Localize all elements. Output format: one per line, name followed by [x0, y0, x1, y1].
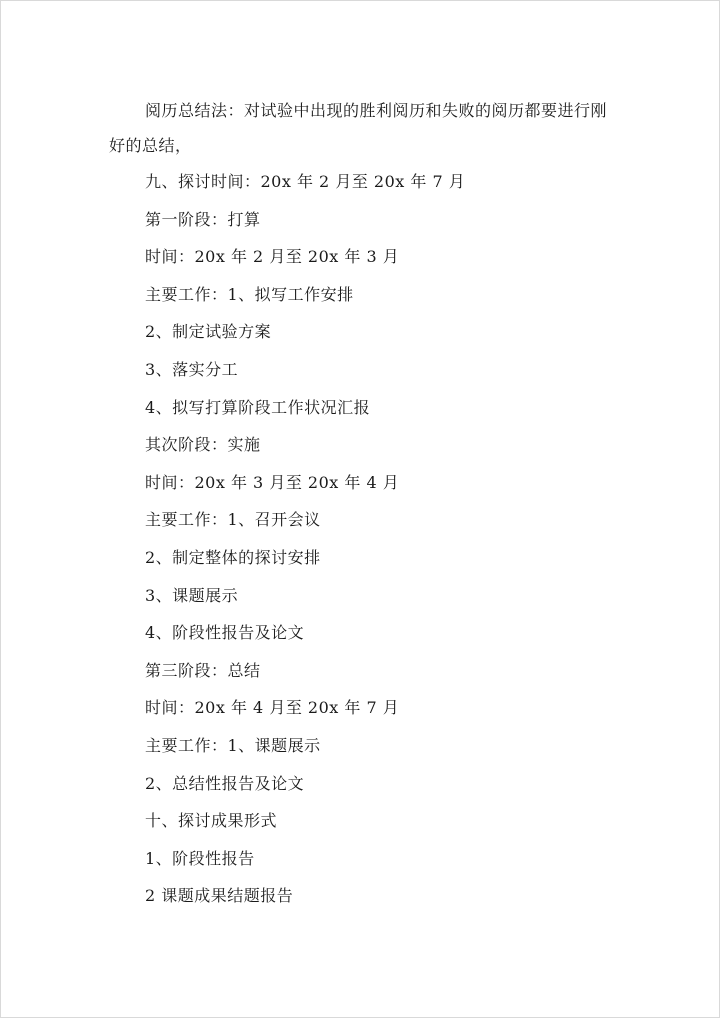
stage-3-heading: 第三阶段：总结	[145, 660, 261, 680]
section-10-results-form: 十、探讨成果形式	[145, 811, 278, 831]
stage-1-task-4: 4、拟写打算阶段工作状况汇报	[145, 397, 371, 417]
stage-2-time: 时间：20x 年 3 月至 20x 年 4 月	[145, 472, 400, 492]
stage-2-task-4: 4、阶段性报告及论文	[145, 623, 305, 643]
stage-3-time: 时间：20x 年 4 月至 20x 年 7 月	[145, 698, 400, 718]
document-body	[109, 93, 609, 915]
stage-1-task-1: 主要工作：1、拟写工作安排	[145, 284, 354, 304]
paragraph-experience-summary: 阅历总结法：对试验中出现的胜利阅历和失败的阅历都要进行刚好的总结，	[109, 101, 608, 155]
result-item-2: 2 课题成果结题报告	[145, 886, 294, 906]
stage-2-task-3: 3、课题展示	[145, 585, 239, 605]
stage-2-task-2: 2、制定整体的探讨安排	[145, 547, 321, 567]
stage-1-time: 时间：20x 年 2 月至 20x 年 3 月	[145, 247, 400, 267]
stage-3-task-1: 主要工作：1、课题展示	[145, 735, 321, 755]
stage-1-task-3: 3、落实分工	[145, 359, 239, 379]
stage-2-task-1: 主要工作：1、召开会议	[145, 510, 321, 530]
stage-2-heading: 其次阶段：实施	[145, 435, 261, 455]
stage-1-heading: 第一阶段：打算	[145, 209, 261, 229]
stage-3-task-2: 2、总结性报告及论文	[145, 773, 305, 793]
stage-1-task-2: 2、制定试验方案	[145, 322, 272, 342]
result-item-1: 1、阶段性报告	[145, 848, 255, 868]
section-9-research-time: 九、探讨时间：20x 年 2 月至 20x 年 7 月	[145, 172, 466, 191]
